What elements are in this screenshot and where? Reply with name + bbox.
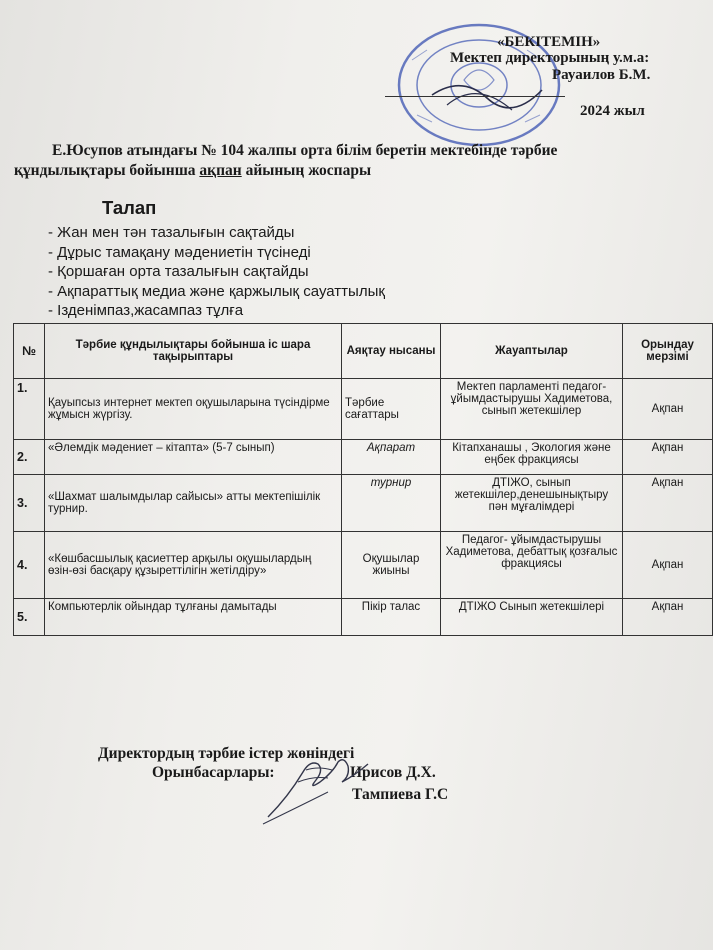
table-row <box>14 475 713 532</box>
row-due: Ақпан <box>623 475 713 532</box>
approval-heading: «БЕКІТЕМІН» <box>497 34 601 50</box>
goals-list <box>48 223 385 321</box>
title-line-2-post: айының жоспары <box>241 162 372 179</box>
table-row <box>14 532 713 599</box>
approval-name: Рауаилов Б.М. <box>552 67 651 83</box>
row-form: турнир <box>342 475 441 532</box>
row-form: Пікір талас <box>342 599 441 636</box>
row-due: Ақпан <box>623 379 713 440</box>
signature-name-2: Тампиева Г.С <box>352 786 449 803</box>
header-topic: Тәрбие құндылықтары бойынша іс шара тақырыптары <box>45 324 342 379</box>
row-form: Оқушылар жиыны <box>342 532 441 599</box>
table-row <box>14 379 713 440</box>
approval-year: 2024 жыл <box>580 103 645 119</box>
row-responsible: ДТІЖО Сынып жетекшілері <box>441 599 623 636</box>
header-due: Орындау мерзімі <box>623 324 713 379</box>
document-title <box>14 141 694 181</box>
row-due: Ақпан <box>623 532 713 599</box>
table-row <box>14 440 713 475</box>
approval-role: Мектеп директорының у.м.а: <box>450 50 650 66</box>
title-line-2-pre: құндылықтары бойынша <box>14 162 200 179</box>
row-due: Ақпан <box>623 440 713 475</box>
row-responsible: ДТІЖО, сынып жетекшілер,денешынықтыру пән мұғалімдері <box>441 475 623 532</box>
title-month: ақпан <box>199 162 242 179</box>
row-responsible: Педагог- ұйымдастырушы Хадиметова, дебаттық қозғалыс фракциясы <box>441 532 623 599</box>
row-num: 1. <box>14 379 45 440</box>
row-topic: Қауыпсыз интернет мектеп оқушыларына түсіндірме жұмысн жүргізу. <box>45 379 342 440</box>
row-topic: Компьютерлік ойындар тұлғаны дамытады <box>45 599 342 636</box>
row-num: 2. <box>14 440 45 475</box>
row-topic: «Көшбасшылық қасиеттер арқылы оқушылардың өзін-өзі басқару құзыреттілігін жетілдіру» <box>45 532 342 599</box>
plan-table <box>13 323 713 636</box>
header-num: № <box>14 324 45 379</box>
signature-role-line-2: Орынбасарлары: <box>152 764 275 781</box>
goal-item: - Дұрыс тамақану мәдениетін түсінеді <box>48 243 385 263</box>
row-form: Ақпарат <box>342 440 441 475</box>
row-topic: «Шахмат шалымдылар сайысы» атты мектепішілік турнир. <box>45 475 342 532</box>
handwritten-signature <box>258 752 383 827</box>
header-responsible: Жауаптылар <box>441 324 623 379</box>
goal-item: - Ақпараттық медиа және қаржылық сауаттылық <box>48 282 385 302</box>
goal-item: - Жан мен тән тазалығын сақтайды <box>48 223 385 243</box>
signature-role-line-1: Директордың тәрбие істер жөніндегі <box>98 745 355 762</box>
row-due: Ақпан <box>623 599 713 636</box>
row-responsible: Кітапханашы , Экология және еңбек фракциясы <box>441 440 623 475</box>
requirements-heading: Талап <box>102 197 157 218</box>
row-responsible: Мектеп парламенті педагог-ұйымдастырушы Хадиметова, сынып жетекшілер <box>441 379 623 440</box>
goal-item: - Ізденімпаз,жасампаз тұлға <box>48 301 385 321</box>
header-form: Аяқтау нысаны <box>342 324 441 379</box>
row-num: 5. <box>14 599 45 636</box>
approval-sign-line <box>385 96 565 97</box>
row-topic: «Әлемдік мәдениет – кітапта» (5-7 сынып) <box>45 440 342 475</box>
table-header-row <box>14 324 713 379</box>
row-num: 4. <box>14 532 45 599</box>
row-form: Тәрбие сағаттары <box>342 379 441 440</box>
table-row <box>14 599 713 636</box>
signature-name-1: Ирисов Д.Х. <box>350 764 436 781</box>
goal-item: - Қоршаған орта тазалығын сақтайды <box>48 262 385 282</box>
row-num: 3. <box>14 475 45 532</box>
title-line-1: Е.Юсупов атындағы № 104 жалпы орта білім беретін мектебінде тәрбие <box>52 142 558 159</box>
